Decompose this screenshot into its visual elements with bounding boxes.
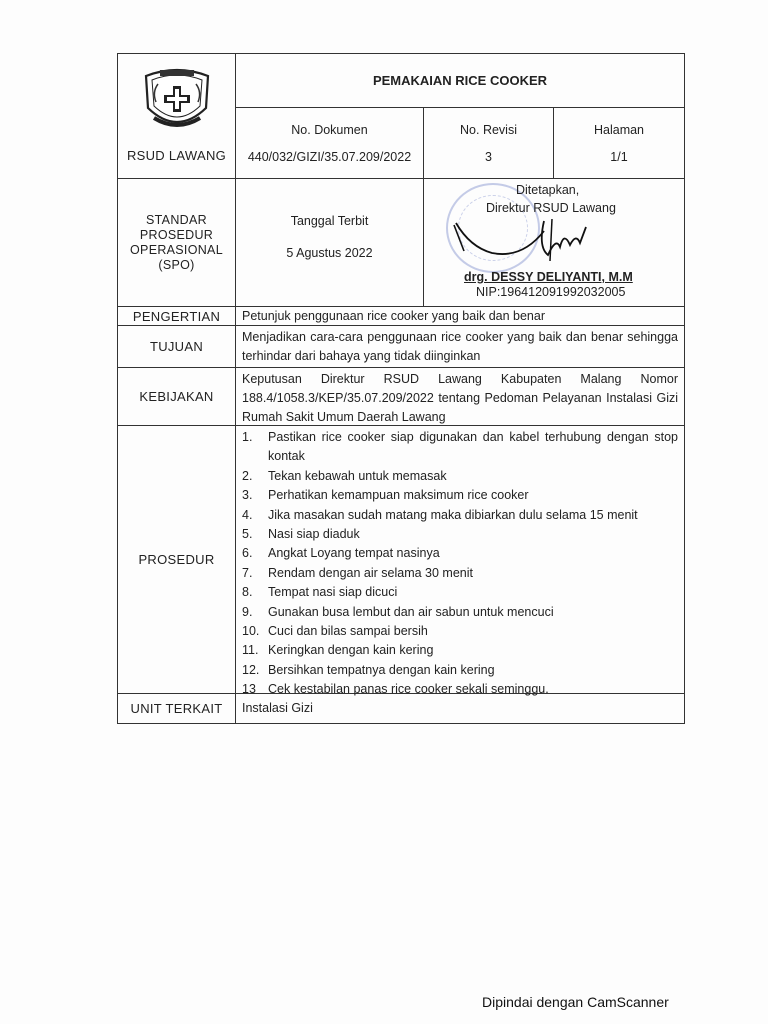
doc-number-cell: [236, 108, 424, 178]
kebijakan-text: Keputusan Direktur RSUD Lawang Kabupaten Malang Nomor 188.4/1058.3/KEP/35.07.209/2022 tentang Pedoman Pelayanan Instalasi Gizi Rumah Sakit Umum Daerah Lawang: [242, 372, 678, 424]
revision-value: 3: [485, 149, 492, 164]
page-label: Halaman: [593, 122, 645, 137]
header-row: [118, 54, 684, 179]
approval-cell: [424, 179, 684, 306]
unit-row: [118, 694, 684, 723]
scanner-watermark: Dipindai dengan CamScanner: [482, 994, 669, 1010]
prosedur-row: [118, 426, 684, 697]
spo-line-2: PROSEDUR: [139, 227, 214, 242]
list-item: 13 Cek kestabilan panas rice cooker sekali seminggu.: [242, 682, 549, 697]
pengertian-text: Petunjuk penggunaan rice cooker yang baik dan benar: [242, 309, 545, 323]
list-item: 1. Pastikan rice cooker siap digunakan dan kabel terhubung dengan stop kontak: [242, 430, 678, 464]
revision-label: No. Revisi: [460, 122, 517, 137]
page-cell: [554, 108, 684, 178]
doc-number-label: No. Dokumen: [291, 122, 368, 137]
list-item: 2. Tekan kebawah untuk memasak: [242, 468, 447, 483]
kebijakan-label: KEBIJAKAN: [118, 368, 236, 425]
prosedur-list: [242, 428, 678, 700]
institution-cell: [118, 54, 236, 178]
issue-date-label: Tanggal Terbit: [290, 213, 369, 228]
unit-text: Instalasi Gizi: [242, 701, 313, 715]
list-item: 9. Gunakan busa lembut dan air sabun untuk mencuci: [242, 604, 554, 619]
approval-line-1: Ditetapkan,: [516, 183, 580, 197]
list-item: 10. Cuci dan bilas sampai bersih: [242, 624, 428, 639]
doc-number-value: 440/032/GIZI/35.07.209/2022: [247, 149, 412, 164]
spo-document: [117, 53, 685, 724]
spo-line-4: (SPO): [158, 257, 195, 272]
header-right: [236, 54, 684, 178]
list-item: 3. Perhatikan kemampuan maksimum rice cooker: [242, 488, 529, 503]
revision-cell: [424, 108, 554, 178]
kebijakan-row: [118, 368, 684, 426]
list-item: 6. Angkat Loyang tempat nasinya: [242, 546, 440, 561]
list-item: 12. Bersihkan tempatnya dengan kain kering: [242, 662, 495, 677]
list-item: 4. Jika masakan sudah matang maka dibiarkan dulu selama 15 menit: [242, 507, 638, 522]
list-item: 11. Keringkan dengan kain kering: [242, 643, 434, 658]
unit-label: UNIT TERKAIT: [118, 694, 236, 723]
page-value: 1/1: [610, 149, 628, 164]
approval-line-2: Direktur RSUD Lawang: [486, 201, 616, 215]
pengertian-label: PENGERTIAN: [118, 307, 236, 325]
document-title: PEMAKAIAN RICE COOKER: [236, 54, 684, 108]
signature-icon: [452, 217, 602, 269]
institution-name: RSUD LAWANG: [126, 148, 227, 163]
rsud-lawang-emblem-icon: [136, 62, 218, 138]
issue-date-cell: [236, 179, 424, 306]
issue-date-value: 5 Agustus 2022: [286, 245, 373, 260]
prosedur-list-cell: [236, 426, 684, 697]
tujuan-row: [118, 326, 684, 368]
pengertian-row: [118, 307, 684, 326]
list-item: 8. Tempat nasi siap dicuci: [242, 585, 398, 600]
spo-row: [118, 179, 684, 307]
list-item: 7. Rendam dengan air selama 30 menit: [242, 565, 473, 580]
spo-label: [118, 179, 236, 306]
list-item: 5. Nasi siap diaduk: [242, 527, 360, 542]
prosedur-label: PROSEDUR: [118, 426, 236, 693]
spo-line-3: OPERASIONAL: [130, 242, 223, 257]
director-nip: NIP:196412091992032005: [476, 285, 626, 299]
spo-line-1: STANDAR: [146, 212, 207, 227]
tujuan-label: TUJUAN: [118, 326, 236, 367]
tujuan-text: Menjadikan cara-cara penggunaan rice cooker yang baik dan benar sehingga terhindar dari bahaya yang tidak diinginkan: [242, 330, 678, 363]
director-name: drg. DESSY DELIYANTI, M.M: [464, 270, 633, 284]
document-meta: [236, 108, 684, 178]
